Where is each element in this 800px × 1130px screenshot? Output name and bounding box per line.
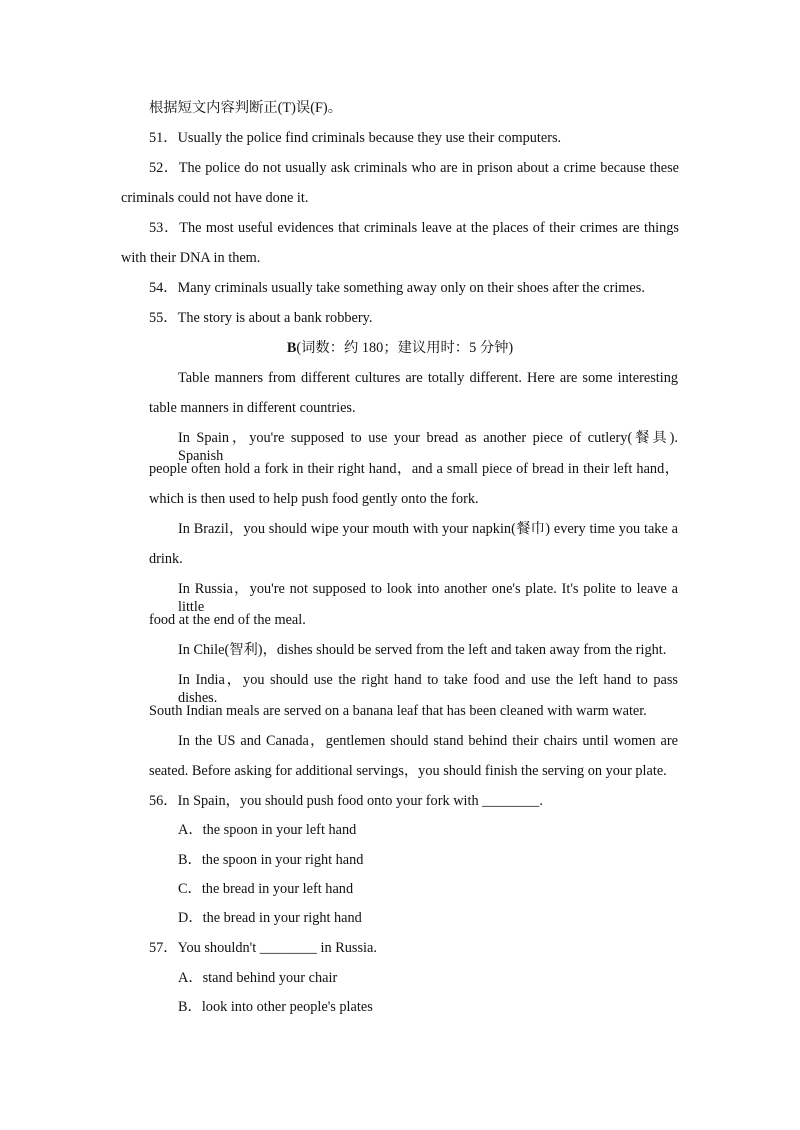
statement-53-cont: with their DNA in them. (121, 250, 261, 266)
paragraph-intro-cont: table manners in different countries. (149, 400, 356, 416)
paragraph-spain: In Spain，you're supposed to use your bread as another piece of cutlery(餐具). Spanish (178, 430, 678, 464)
statement-53: 53．The most useful evidences that criminals leave at the places of their crimes are things (149, 220, 679, 236)
paragraph-us-canada: In the US and Canada，gentlemen should stand behind their chairs until women are (178, 733, 678, 749)
question-56-stem: 56．In Spain，you should push food onto your fork with ________. (149, 793, 543, 809)
section-b-meta: (词数：约 180；建议用时：5 分钟) (296, 340, 514, 356)
statement-52-cont: criminals could not have done it. (121, 190, 309, 206)
paragraph-intro: Table manners from different cultures are totally different. Here are some interesting (178, 370, 678, 386)
paragraph-russia-cont: food at the end of the meal. (149, 612, 306, 628)
statement-51: 51．Usually the police find criminals because they use their computers. (149, 130, 562, 146)
paragraph-spain-cont-1: people often hold a fork in their right hand，and a small piece of bread in their left hand， (149, 461, 679, 477)
paragraph-india-cont: South Indian meals are served on a banana leaf that has been cleaned with warm water. (149, 703, 647, 719)
statement-52: 52．The police do not usually ask criminals who are in prison about a crime because these (149, 160, 679, 176)
question-56-option-d: D．the bread in your right hand (178, 910, 362, 926)
paragraph-us-canada-cont: seated. Before asking for additional servings，you should finish the serving on your plate. (149, 763, 667, 779)
question-56-option-a: A．the spoon in your left hand (178, 822, 357, 838)
statement-55: 55．The story is about a bank robbery. (149, 310, 373, 326)
statement-54: 54．Many criminals usually take something away only on their shoes after the crimes. (149, 280, 645, 296)
instruction-text: 根据短文内容判断正(T)误(F)。 (149, 100, 342, 116)
paragraph-india: In India，you should use the right hand to take food and use the left hand to pass dishes. (178, 672, 678, 706)
question-57-option-a: A．stand behind your chair (178, 970, 338, 986)
section-b-heading (0, 339, 800, 357)
section-b-letter: B (286, 340, 297, 356)
question-56-option-b: B．the spoon in your right hand (178, 852, 364, 868)
question-57-option-b: B．look into other people's plates (178, 999, 373, 1015)
paragraph-spain-cont-2: which is then used to help push food gently onto the fork. (149, 491, 479, 507)
paragraph-brazil-cont: drink. (149, 551, 183, 567)
paragraph-chile: In Chile(智利)，dishes should be served from the left and taken away from the right. (178, 642, 667, 658)
paragraph-brazil: In Brazil，you should wipe your mouth with your napkin(餐巾) every time you take a (178, 521, 678, 537)
question-57-stem: 57．You shouldn't ________ in Russia. (149, 940, 377, 956)
question-56-option-c: C．the bread in your left hand (178, 881, 354, 897)
paragraph-russia: In Russia，you're not supposed to look into another one's plate. It's polite to leave a little (178, 581, 678, 615)
